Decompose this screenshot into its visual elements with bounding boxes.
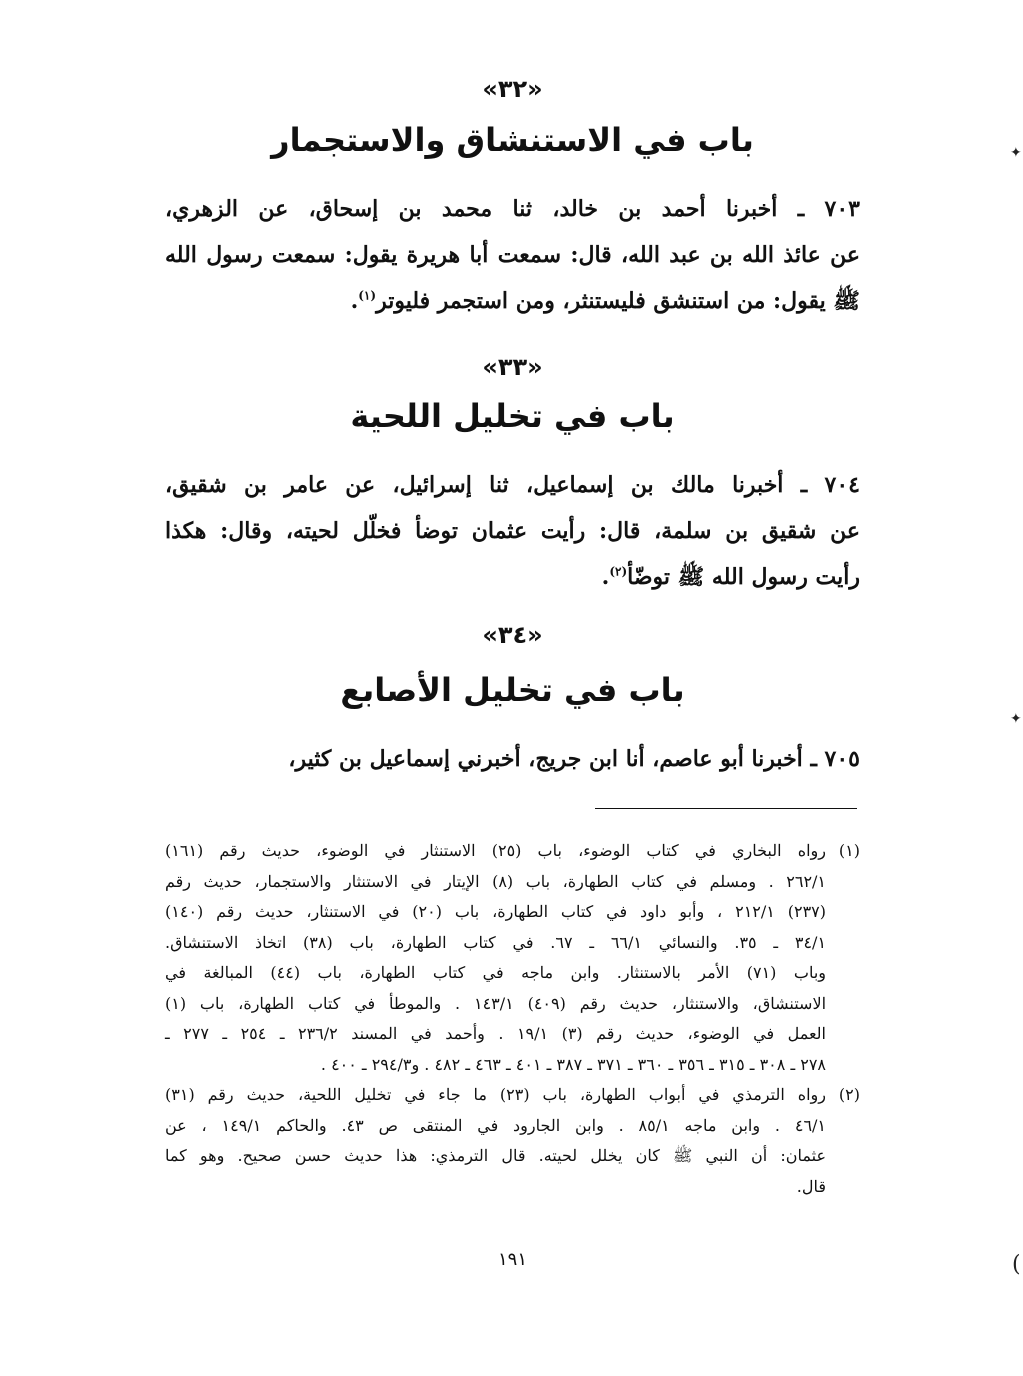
hadith-text xyxy=(165,462,860,600)
footnote-line: عثمان: أن النبي ﷺ كان يخلل لحيته. قال الترمذي: هذا حديث حسن صحيح. وهو كما xyxy=(165,1146,826,1165)
hadith-text xyxy=(165,186,860,324)
chapter-number: «٣٣» xyxy=(482,353,543,381)
hadith-line: ٧٠٤ ـ أخبرنا مالك بن إسماعيل، ثنا إسرائيل، عن عامر بن شقيق، xyxy=(165,472,860,498)
footnote xyxy=(165,836,860,1080)
hadith-line-text: رأيت رسول الله ﷺ توضّأ xyxy=(627,564,860,590)
footnote-number: (١) xyxy=(838,841,860,860)
hadith-line-text: ﷺ يقول: من استنشق فليستنثر، ومن استجمر فليوتر xyxy=(376,288,860,314)
hadith-line xyxy=(165,278,860,324)
page-number: ١٩١ xyxy=(497,1249,527,1270)
footnote-line: ٤٦/١ . وابن ماجه ٨٥/١ . وابن الجارود في المنتقى ص ٤٣. والحاكم ١٤٩/١ ، عن xyxy=(165,1115,827,1135)
footnote-line: رواه الترمذي في أبواب الطهارة، باب (٢٣) ما جاء في تخليل اللحية، حديث رقم (٣١) xyxy=(165,1085,826,1104)
scan-mark-icon: ✦ xyxy=(1010,145,1022,161)
chapter-number: «٣٤» xyxy=(482,621,543,649)
footnote-number: (٢) xyxy=(838,1085,860,1104)
footnotes xyxy=(165,836,860,1202)
hadith-text xyxy=(165,736,860,782)
chapter-title: باب في الاستنشاق والاستجمار xyxy=(271,121,754,159)
footnote-line: رواه البخاري في كتاب الوضوء، باب (٢٥) الاستنثار في الوضوء، حديث رقم (١٦١) xyxy=(165,841,826,860)
scan-mark-icon: ✦ xyxy=(1010,711,1022,727)
end-punct: . xyxy=(350,288,359,314)
footnote-line: ٢٧٨ ـ ٣٠٨ ـ ٣١٥ ـ ٣٥٦ ـ ٣٦٠ ـ ٣٧١ ـ ٣٨٧ ـ ٤٠١ ـ ٤٦٣ ـ ٤٨٢ . و٢٩٤/٣ ـ ٤٠٠ . xyxy=(320,1054,826,1074)
chapter-number: «٣٢» xyxy=(482,75,543,103)
hadith-line xyxy=(165,554,860,600)
scan-edge-icon: ) xyxy=(1012,1252,1021,1277)
footnote-line: ٢٦٢/١ . ومسلم في كتاب الطهارة، باب (٨) الإيتار في الاستنثار والاستجمار، حديث رقم xyxy=(165,871,827,891)
hadith-line: ٧٠٥ ـ أخبرنا أبو عاصم، أنا ابن جريج، أخبرني إسماعيل بن كثير، xyxy=(288,746,860,772)
footnote-line: (٢٣٧) ٢١٢/١ ، وأبو داود في كتاب الطهارة، باب (٢٠) في الاستنثار، حديث رقم (١٤٠) xyxy=(165,902,826,921)
chapter-title: باب في تخليل اللحية xyxy=(350,397,675,435)
footnote xyxy=(165,1080,860,1202)
footnote-separator xyxy=(595,808,857,809)
chapter-title: باب في تخليل الأصابع xyxy=(340,671,685,709)
hadith-line: عن عائذ الله بن عبد الله، قال: سمعت أبا هريرة يقول: سمعت رسول الله xyxy=(165,242,860,268)
hadith-line: ٧٠٣ ـ أخبرنا أحمد بن خالد، ثنا محمد بن إسحاق، عن الزهري، xyxy=(165,196,860,222)
footnote-line: الاستنشاق، والاستنثار، حديث رقم (٤٠٩) ١٤٣/١ . والموطأ في كتاب الطهارة، باب (١) xyxy=(165,993,827,1013)
footnote-ref: (١) xyxy=(358,288,377,303)
hadith-line: عن شقيق بن سلمة، قال: رأيت عثمان توضأ فخلّل لحيته، وقال: هكذا xyxy=(165,518,860,544)
footnote-line: ٣٤/١ ـ ٣٥. والنسائي ٦٦/١ ـ ٦٧. في كتاب الطهارة، باب (٣٨) اتخاذ الاستنشاق. xyxy=(165,932,827,952)
footnote-line: قال. xyxy=(796,1176,826,1196)
footnote-line: وباب (٧١) الأمر بالاستنثار. وابن ماجه في كتاب الطهارة، باب (٤٤) المبالغة في xyxy=(165,963,827,982)
end-punct: . xyxy=(601,564,610,590)
footnote-ref: (٢) xyxy=(609,564,628,579)
footnote-line: العمل في الوضوء، حديث رقم (٣) ١٩/١ . وأحمد في المسند ٢٣٦/٢ ـ ٢٥٤ ـ ٢٧٧ ـ xyxy=(165,1024,826,1043)
